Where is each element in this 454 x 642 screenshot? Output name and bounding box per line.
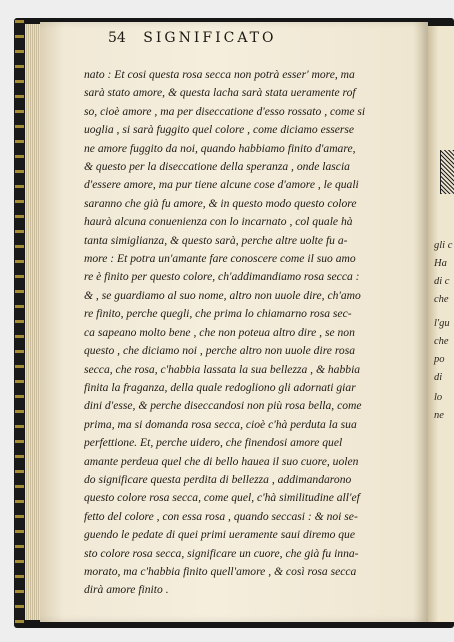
- text-line: nato : Et cosi questa rosa secca non potrà esser' more, ma: [84, 68, 355, 81]
- text-line: d'essere amore, ma pur tiene alcune cose d'amore , le quali: [84, 178, 359, 192]
- text-line: re finito, perche quegli, che prima lo chiamarno rosa sec-: [84, 307, 352, 321]
- facing-page-fragment: ne: [434, 410, 444, 421]
- text-line: perfettione. Et, perche uidero, che finendosi amore quel: [84, 436, 343, 450]
- text-line: do significare questa perdita di bellezza , addimandarono: [84, 472, 352, 486]
- text-line: saranno che già fu amore, & in questo modo questo colore: [84, 196, 357, 210]
- text-line: haurà alcuna conuenienza con lo incarnato , col quale hà: [84, 215, 353, 229]
- text-line: & , se guardiamo al suo nome, altro non uuole dire, ch'amo: [84, 288, 361, 302]
- text-line: dirà amore finito .: [84, 583, 169, 597]
- facing-page-fragment: l'gu: [434, 318, 450, 329]
- facing-page-fragment: di c: [434, 276, 450, 287]
- text-line: fetto del colore , con essa rosa , quando seccasi : & noi se-: [84, 509, 358, 523]
- text-line: finita la fraganza, della quale redogliono gli adornati giar: [84, 380, 356, 394]
- text-line: & questo per la diseccatione della speranza , onde lascia: [84, 160, 350, 174]
- text-line: prima, ma si domanda rosa secca, cioè c'hà perduta la sua: [84, 417, 357, 431]
- facing-page-fragment: Ha: [434, 258, 447, 269]
- facing-page-fragment: lo: [434, 392, 443, 403]
- text-line: re è finito per questo colore, ch'addimandiamo rosa secca :: [84, 270, 360, 284]
- text-line: questo colore rosa secca, come quel, c'hà similitudine all'ef: [84, 491, 360, 505]
- text-line: sarà stato amore, & questa lacha sarà stata ueramente rof: [84, 86, 356, 100]
- facing-page-fragment: di: [434, 372, 443, 383]
- page-number: 54: [108, 30, 126, 46]
- facing-page-fragment: che: [434, 294, 449, 305]
- text-line: secca, che rosa, c'habbia lassata la sua bellezza , & habbia: [84, 362, 361, 376]
- text-line: amante perdeua quel che di bello hauea il suo cuore, uolen: [84, 454, 359, 468]
- text-line: uoglia , si sarà fuggito quel colore , come diciamo esserse: [84, 123, 355, 137]
- text-line: ca sapeano molto bene , che non poteua altro dire , se non: [84, 325, 355, 339]
- text-line: sto colore rosa secca, significare un cuore, che già fu inna-: [84, 546, 359, 560]
- text-line: morato, ma c'habbia finito quell'amore , & così rosa secca: [84, 564, 357, 578]
- running-title: SIGNIFICATO: [143, 30, 277, 46]
- text-line: guendo le pedate di quei primi ueramente saui diremo que: [84, 528, 356, 542]
- text-line: ne amore fuggito da noi, quando habbiamo finito d'amare,: [84, 141, 356, 155]
- facing-page-fragment: che: [434, 336, 449, 347]
- facing-page-fragment: po: [434, 354, 445, 365]
- gilt-spine-edge: [15, 20, 24, 624]
- facing-page-fragment: gli c: [434, 240, 453, 251]
- text-line: dini d'esse, & perche diseccandosi non più rosa bella, come: [84, 399, 362, 413]
- body-text: [84, 66, 420, 600]
- page-header: [108, 30, 408, 50]
- text-line: tanta simiglianza, & questo sarà, perche altre uolte fu a-: [84, 233, 348, 247]
- text-line: so, cioè amore , ma per diseccatione d'esso rossato , come si: [84, 104, 366, 118]
- text-line: questo , che diciamo noi , perche altro non uuole dire rosa: [84, 344, 356, 358]
- woodcut-illustration-fragment: [440, 150, 454, 194]
- text-line: more : Et potra un'amante fare conoscere come il suo amo: [84, 252, 356, 266]
